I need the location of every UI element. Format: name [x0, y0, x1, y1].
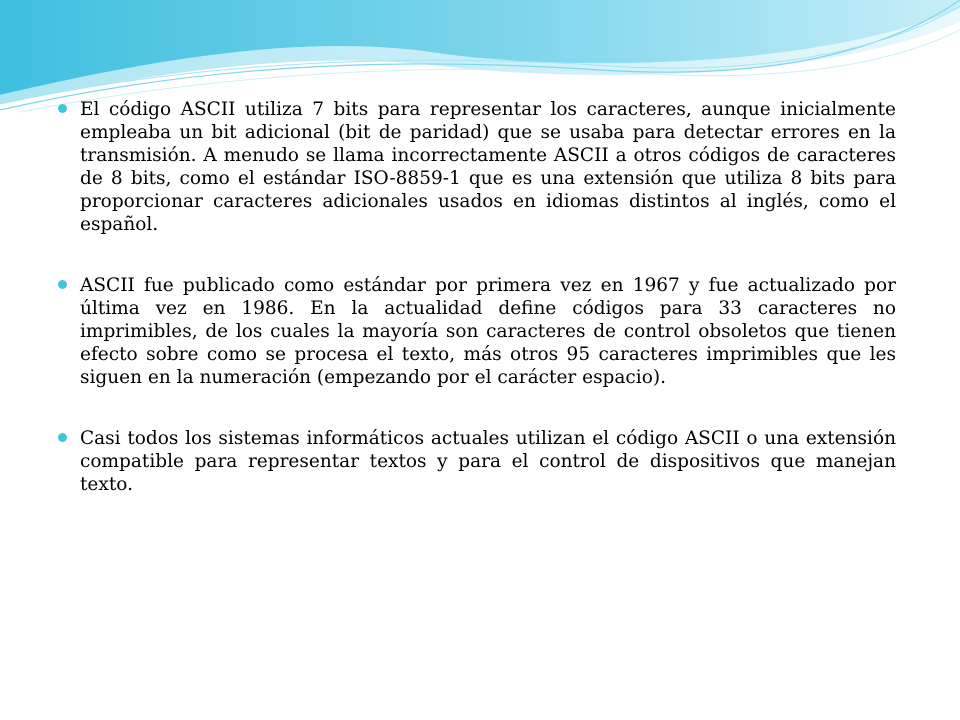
bullet-dot-icon [58, 433, 67, 442]
bullet-item-1 [58, 98, 896, 236]
bullet-item-2 [58, 274, 896, 389]
bullet-item-3 [58, 427, 896, 496]
slide-body [58, 98, 896, 534]
bullet-text: ASCII fue publicado como estándar por primera vez en 1967 y fue actualizado por última vez en 1986. En la actualidad define códigos para 33 caracteres no imprimibles, de los cuales la mayoría son caracteres de control obsoletos que tienen efecto sobre como se procesa el texto, más otros 95 caracteres imprimibles que les siguen en la numeración (empezando por el carácter espacio). [80, 275, 896, 388]
bullet-dot-icon [58, 280, 67, 289]
bullet-text: El código ASCII utiliza 7 bits para representar los caracteres, aunque inicialmente empleaba un bit adicional (bit de paridad) que se usaba para detectar errores en la transmisión. A menudo se llama incorrectamente ASCII a otros códigos de caracteres de 8 bits, como el estándar ISO-8859-1 que es una extensión que utiliza 8 bits para proporcionar caracteres adicionales usados en idiomas distintos al inglés, como el español. [80, 99, 896, 235]
bullet-text: Casi todos los sistemas informáticos actuales utilizan el código ASCII o una extensión compatible para representar textos y para el control de dispositivos que manejan texto. [80, 428, 896, 495]
bullet-dot-icon [58, 104, 67, 113]
